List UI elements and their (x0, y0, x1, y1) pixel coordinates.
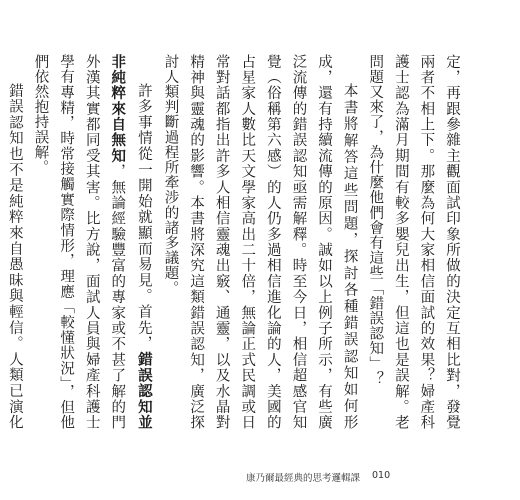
paragraph (157, 54, 362, 430)
text-run: 本書將解答這些問題，探討各種錯誤認知如何形成，還有持續流傳的原因。誠如以上例子所示，有些廣泛流傳的錯誤認知亟需解釋。時至今日，相信超感官知覺（俗稱第六感）的人仍多過相信進化論的人，美國的占星家人數比天文學家高出二十倍，無論正式民調或日常對話都指出許多人相信靈魂出竅、通靈，以及水晶對精神與靈魂的影響。本書將深究這類錯誤認知，廣泛探討人類判斷過程所牽涉的諸多議題。 (162, 54, 358, 430)
text-run: 許多事情從一開始就顯而易見。首先， (135, 83, 152, 352)
text-run: 定，再跟參雜主觀面試印象所做的決定互相比對，發覺兩者不相上下。那麼為何大家相信面試的效果？婦產科護士認為滿月期間有較多嬰兒出生，但這也是誤解。老問題又來了，為什麼他們會有這些「錯誤認知」？ (367, 54, 460, 430)
text-run: ，無論經驗豐富的專家或不甚了解的門外漢其實都同受其害。比方說，面試人員與婦產科護士學有專精，時常接觸實際情形，理應「較懂狀況」，但他們依然抱持誤解。 (32, 54, 126, 431)
paragraph (0, 54, 27, 430)
paragraph (362, 54, 464, 430)
paragraph (27, 54, 157, 430)
text-run: 錯誤認知也不是純粹來自愚昧與輕信。人類已演化 (6, 83, 23, 430)
body-text (6, 54, 464, 431)
emphasized-text: 錯誤認知並非純粹來自無知 (109, 54, 153, 431)
running-footer-title: 康乃爾最經典的思考邏輯課 (246, 473, 361, 484)
page-number: 010 (372, 470, 391, 481)
